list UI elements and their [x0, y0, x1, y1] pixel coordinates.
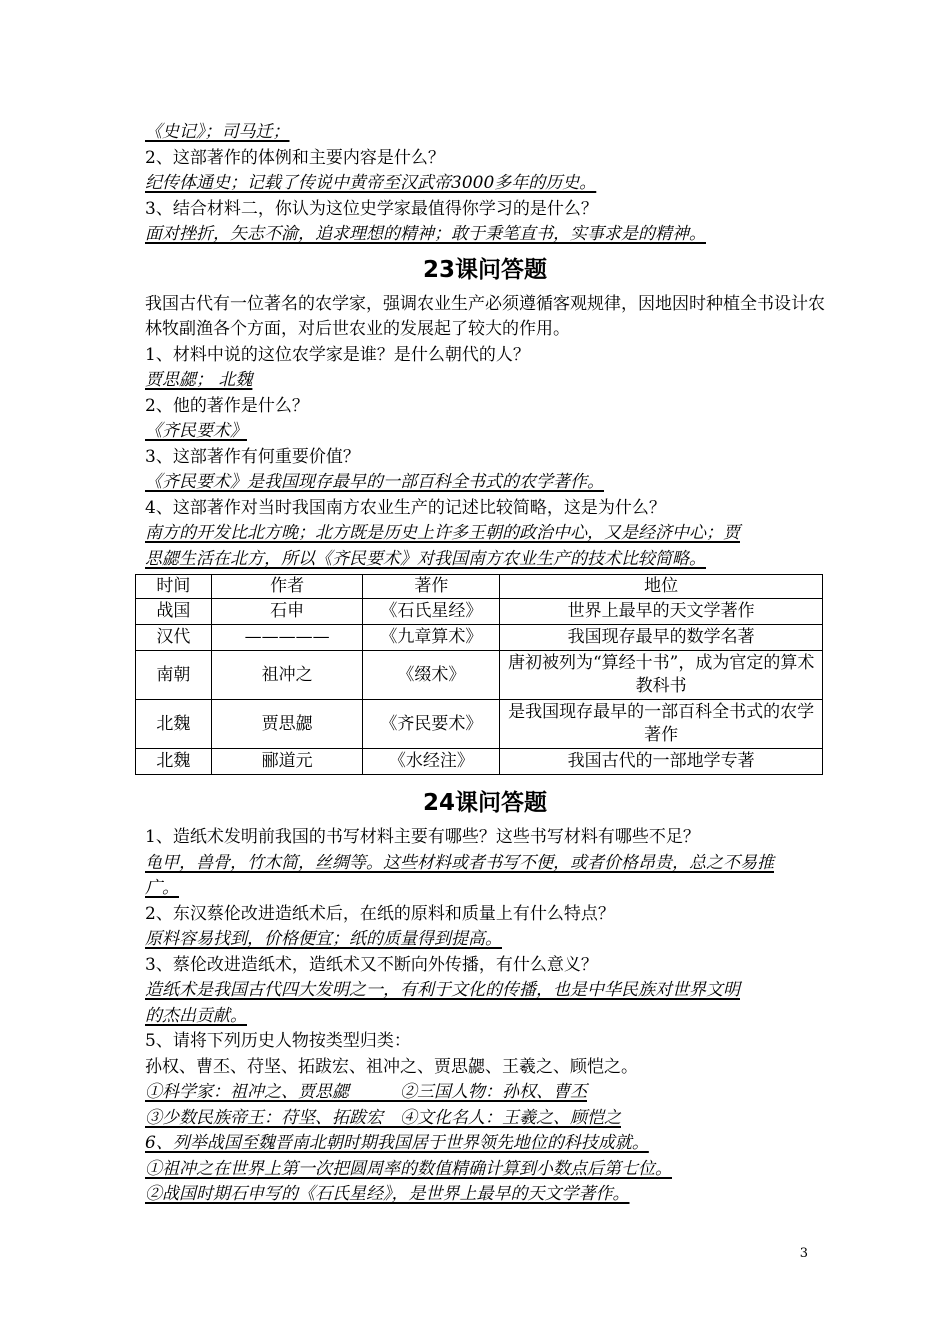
answer-text: ②战国时期石申写的《石氏星经》，是世界上最早的天文学著作。 [145, 1184, 630, 1204]
section-24-questions [145, 825, 825, 1208]
answer-text: 思勰生活在北方，所以《齐民要术》对我国南方农业生产的技术比较简略。 [145, 548, 706, 569]
table-cell: 我国现存最早的数学名著 [500, 625, 823, 651]
question-text: 1、材料中说的这位农学家是谁？是什么朝代的人？ [145, 344, 530, 365]
answer-text: ①科学家：祖冲之、贾思勰 ②三国人物：孙权、曹丕 [145, 1082, 587, 1102]
table-row [136, 599, 823, 625]
table-cell: 贾思勰 [211, 700, 363, 749]
question-text: 2、他的著作是什么？ [145, 395, 309, 416]
table-cell: 世界上最早的天文学著作 [500, 599, 823, 625]
question-line [145, 146, 825, 172]
section-24-title: 24课问答题 [422, 790, 547, 816]
answer-line [145, 876, 825, 902]
table-cell: 《石氏星经》 [363, 599, 500, 625]
answer-line [145, 1004, 825, 1030]
table-cell: 《水经注》 [363, 749, 500, 775]
table-header-cell: 地位 [500, 575, 823, 599]
table-cell: 北魏 [136, 749, 212, 775]
answer-line [145, 1080, 825, 1106]
question-text: 2、东汉蔡伦改进造纸术后，在纸的原料和质量上有什么特点？ [145, 903, 615, 924]
page-number: 3 [799, 1246, 808, 1261]
question-line [145, 1029, 825, 1055]
document-page [145, 120, 825, 1208]
answer-text: 造纸术是我国古代四大发明之一，有利于文化的传播，也是中华民族对世界文明 [145, 980, 740, 1000]
table-row [136, 749, 823, 775]
table-cell: 石申 [211, 599, 363, 625]
answer-text: 《史记》；司马迁； [145, 122, 290, 142]
section-23-questions [145, 343, 825, 573]
answer-text: 面对挫折，矢志不渝，追求理想的精神；敢于秉笔直书，实事求是的精神。 [145, 224, 706, 244]
question-text: 5、请将下列历史人物按类型归类： [145, 1031, 411, 1051]
answer-line [145, 1131, 825, 1157]
table-header-cell: 作者 [211, 575, 363, 599]
table-cell: 我国古代的一部地学专著 [500, 749, 823, 775]
answer-line [145, 1106, 825, 1132]
question-text: 孙权、曹丕、苻坚、拓跋宏、祖冲之、贾思勰、王羲之、顾恺之。 [145, 1056, 638, 1077]
table-header-cell: 时间 [136, 575, 212, 599]
table-cell: 唐初被列为“算经十书”，成为官定的算术教科书 [500, 651, 823, 700]
table-cell: 战国 [136, 599, 212, 625]
section-23-intro: 我国古代有一位著名的农学家，强调农业生产必须遵循客观规律，因地因时种植全书设计农林牧副渔各个方面，对后世农业的发展起了较大的作用。 [145, 293, 825, 339]
answer-text: 纪传体通史；记载了传说中黄帝至汉武帝3000多年的历史。 [145, 173, 597, 193]
table-cell: 南朝 [136, 651, 212, 700]
question-line [145, 953, 825, 979]
question-line [145, 1055, 825, 1081]
table-header-cell: 著作 [363, 575, 500, 599]
table-cell: 北魏 [136, 700, 212, 749]
answer-line [145, 521, 825, 547]
question-line [145, 197, 825, 223]
table-cell: 《九章算术》 [363, 625, 500, 651]
table-cell: 郦道元 [211, 749, 363, 775]
question-text: 3、结合材料二，你认为这位史学家最值得你学习的是什么？ [145, 198, 598, 219]
answer-text: 的杰出贡献。 [145, 1005, 247, 1026]
answer-line [145, 547, 825, 573]
answer-line [145, 171, 825, 197]
question-text: 2、这部著作的体例和主要内容是什么？ [145, 147, 445, 168]
question-line [145, 445, 825, 471]
table-cell: 《缀术》 [363, 651, 500, 700]
answer-line [145, 978, 825, 1004]
answer-text: ①祖冲之在世界上第一次把圆周率的数值精确计算到小数点后第七位。 [145, 1158, 672, 1179]
answer-line [145, 120, 825, 146]
answer-line [145, 368, 825, 394]
table-cell: ————— [211, 625, 363, 651]
section-prev-answers [145, 120, 825, 248]
answer-line [145, 1157, 825, 1183]
table-cell: 祖冲之 [211, 651, 363, 700]
question-text: 3、蔡伦改进造纸术，造纸术又不断向外传播，有什么意义？ [145, 954, 598, 975]
answer-text: 《齐民要术》是我国现存最早的一部百科全书式的农学著作。 [145, 472, 604, 492]
answer-text: 南方的开发比北方晚；北方既是历史上许多王朝的政治中心，又是经济中心；贾 [145, 523, 740, 543]
table-row [136, 625, 823, 651]
question-text: 3、这部著作有何重要价值？ [145, 446, 360, 467]
answer-text: 6、列举战国至魏晋南北朝时期我国居于世界领先地位的科技成就。 [145, 1133, 649, 1153]
science-works-table [135, 574, 823, 775]
question-line [145, 496, 825, 522]
section-23-title: 23课问答题 [422, 256, 547, 283]
answer-text: 原料容易找到，价格便宜；纸的质量得到提高。 [145, 929, 502, 949]
answer-line [145, 851, 825, 877]
table-cell: 是我国现存最早的一部百科全书式的农学著作 [500, 700, 823, 749]
question-line [145, 394, 825, 420]
question-line [145, 902, 825, 928]
answer-text: 龟甲，兽骨，竹木简，丝绸等。这些材料或者书写不便，或者价格昂贵，总之不易推 [145, 852, 774, 873]
answer-text: 贾思勰； 北魏 [145, 370, 253, 390]
answer-line [145, 222, 825, 248]
answer-text: 《齐民要术》 [145, 421, 247, 441]
table-cell: 汉代 [136, 625, 212, 651]
answer-line [145, 419, 825, 445]
table-row [136, 651, 823, 700]
table-cell: 《齐民要术》 [363, 700, 500, 749]
table-row [136, 700, 823, 749]
answer-text: 广。 [145, 878, 179, 898]
answer-line [145, 1182, 825, 1208]
question-text: 1、造纸术发明前我国的书写材料主要有哪些？这些书写材料有哪些不足？ [145, 827, 700, 847]
question-text: 4、这部著作对当时我国南方农业生产的记述比较简略，这是为什么？ [145, 497, 666, 518]
question-line [145, 825, 825, 851]
table-header-row [136, 575, 823, 599]
answer-text: ③少数民族帝王：苻坚、拓跋宏 ④文化名人：王羲之、顾恺之 [145, 1107, 621, 1128]
answer-line [145, 927, 825, 953]
answer-line [145, 470, 825, 496]
question-line [145, 343, 825, 369]
